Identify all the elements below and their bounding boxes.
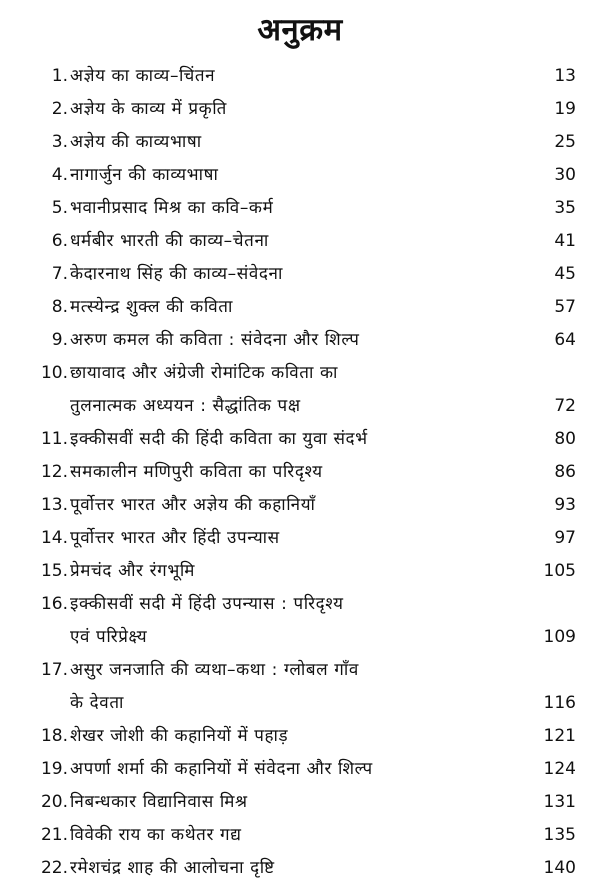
toc-entry-page: 57 <box>554 297 576 317</box>
toc-entry-page: 72 <box>554 396 576 416</box>
toc-entry-title-line: असुर जनजाति की व्यथा–कथा : ग्लोबल गाँव <box>70 660 359 680</box>
toc-entry-title <box>70 291 520 324</box>
toc-entry-page: 80 <box>554 429 576 449</box>
toc-entry-number: 12. <box>40 462 68 482</box>
toc-entry-number: 13. <box>40 495 68 515</box>
toc-entry-title-line: अज्ञेय का काव्य–चिंतन <box>70 66 216 86</box>
toc-entry-page: 121 <box>543 726 576 746</box>
toc-entry-number: 15. <box>40 561 68 581</box>
toc-entry-number: 19. <box>40 759 68 779</box>
toc-entry-title <box>70 60 520 93</box>
toc-entry-number: 6. <box>51 231 68 251</box>
toc-entry-title-line: धर्मबीर भारती की काव्य–चेतना <box>70 231 269 251</box>
toc-entry <box>0 192 600 225</box>
toc-entry-title-line: अरुण कमल की कविता : संवेदना और शिल्प <box>70 330 360 350</box>
toc-entry-page: 35 <box>554 198 576 218</box>
toc-entry-number: 11. <box>40 429 68 449</box>
toc-entry-title <box>70 423 520 456</box>
toc-entry-page: 64 <box>554 330 576 350</box>
toc-entry-page: 131 <box>543 792 576 812</box>
toc-entry-title <box>70 720 520 753</box>
toc-entry-title-line: इक्कीसवीं सदी में हिंदी उपन्यास : परिदृश्य <box>70 594 344 614</box>
toc-entry-number: 21. <box>40 825 68 845</box>
toc-entry-title-line: समकालीन मणिपुरी कविता का परिदृश्य <box>70 462 323 482</box>
toc-entry-title-line: अपर्णा शर्मा की कहानियों में संवेदना और शिल्प <box>70 759 373 779</box>
toc-entry <box>0 819 600 852</box>
toc-entry-page: 41 <box>554 231 576 251</box>
toc-entry-number: 3. <box>51 132 68 152</box>
toc-entry <box>0 225 600 258</box>
toc-entry <box>0 654 600 720</box>
toc-entry-title <box>70 522 520 555</box>
toc-entry <box>0 258 600 291</box>
toc-entry-number: 20. <box>40 792 68 812</box>
toc-entry-page: 93 <box>554 495 576 515</box>
toc-entry-title-line: भवानीप्रसाद मिश्र का कवि–कर्म <box>70 198 274 218</box>
toc-entry-title-line: शेखर जोशी की कहानियों में पहाड़ <box>70 726 289 746</box>
toc-entry-title-line: छायावाद और अंग्रेजी रोमांटिक कविता का <box>70 363 339 383</box>
toc-entry <box>0 60 600 93</box>
toc-entry-title-line: इक्कीसवीं सदी की हिंदी कविता का युवा संदर्भ <box>70 429 368 449</box>
toc-entry-number: 4. <box>51 165 68 185</box>
toc-entry-title <box>70 159 520 192</box>
toc-entry-title-line: एवं परिप्रेक्ष्य <box>70 627 148 647</box>
toc-entry-title-line: पूर्वोत्तर भारत और हिंदी उपन्यास <box>70 528 280 548</box>
toc-entry-page: 86 <box>554 462 576 482</box>
toc-entry <box>0 126 600 159</box>
toc-entry <box>0 588 600 654</box>
toc-entry-title <box>70 786 520 819</box>
toc-entry-title-line: के देवता <box>70 693 125 713</box>
toc-entry <box>0 423 600 456</box>
toc-entry-title <box>70 192 520 225</box>
toc-entry-title-line: नागार्जुन की काव्यभाषा <box>70 165 219 185</box>
page-title: अनुक्रम <box>257 12 343 48</box>
toc-entry-number: 5. <box>51 198 68 218</box>
toc-entry-title-line: विवेकी राय का कथेतर गद्य <box>70 825 242 845</box>
toc-entry <box>0 720 600 753</box>
toc-entry-title <box>70 456 520 489</box>
toc-entry <box>0 753 600 786</box>
toc-entry-number: 16. <box>40 594 68 614</box>
toc-entry-number: 22. <box>40 858 68 878</box>
toc-entry-title <box>70 489 520 522</box>
toc-entry <box>0 786 600 819</box>
toc-entry-title-line: अज्ञेय के काव्य में प्रकृति <box>70 99 227 119</box>
toc-entry <box>0 357 600 423</box>
toc-entry-page: 109 <box>543 627 576 647</box>
toc-entry-title-line: रमेशचंद्र शाह की आलोचना दृष्टि <box>70 858 275 878</box>
toc-entry-number: 17. <box>40 660 68 680</box>
toc-entry-title <box>70 753 520 786</box>
toc-entry <box>0 489 600 522</box>
toc-entry-title-line: मत्स्येन्द्र शुक्ल की कविता <box>70 297 233 317</box>
toc-entry-number: 10. <box>40 363 68 383</box>
toc-entry-title <box>70 126 520 159</box>
toc-list <box>0 60 600 885</box>
toc-entry-page: 30 <box>554 165 576 185</box>
toc-entry-title-line: अज्ञेय की काव्यभाषा <box>70 132 202 152</box>
toc-entry-title-line: प्रेमचंद और रंगभूमि <box>70 561 196 581</box>
toc-entry-page: 140 <box>543 858 576 878</box>
toc-entry-title <box>70 225 520 258</box>
toc-entry-page: 116 <box>543 693 576 713</box>
toc-entry-title-line: निबन्धकार विद्यानिवास मिश्र <box>70 792 248 812</box>
toc-entry-title-line: पूर्वोत्तर भारत और अज्ञेय की कहानियाँ <box>70 495 316 515</box>
toc-entry-title <box>70 555 520 588</box>
toc-entry-number: 14. <box>40 528 68 548</box>
toc-entry-page: 105 <box>543 561 576 581</box>
toc-entry-title <box>70 588 520 654</box>
toc-entry <box>0 324 600 357</box>
toc-entry-title <box>70 819 520 852</box>
toc-entry-page: 97 <box>554 528 576 548</box>
toc-entry <box>0 159 600 192</box>
toc-entry-number: 18. <box>40 726 68 746</box>
toc-entry-number: 2. <box>51 99 68 119</box>
toc-entry <box>0 555 600 588</box>
toc-entry-number: 9. <box>51 330 68 350</box>
toc-entry-page: 124 <box>543 759 576 779</box>
toc-entry-number: 1. <box>51 66 68 86</box>
toc-entry-title <box>70 654 520 720</box>
toc-entry-title <box>70 258 520 291</box>
toc-entry <box>0 522 600 555</box>
toc-entry-title <box>70 357 520 423</box>
toc-entry-title-line: केदारनाथ सिंह की काव्य–संवेदना <box>70 264 283 284</box>
toc-entry <box>0 291 600 324</box>
toc-entry-title <box>70 93 520 126</box>
toc-entry <box>0 93 600 126</box>
toc-entry-title-line: तुलनात्मक अध्ययन : सैद्धांतिक पक्ष <box>70 396 301 416</box>
toc-entry-page: 19 <box>554 99 576 119</box>
toc-entry <box>0 852 600 885</box>
toc-entry-page: 135 <box>543 825 576 845</box>
toc-entry-number: 7. <box>51 264 68 284</box>
toc-entry-number: 8. <box>51 297 68 317</box>
toc-entry <box>0 456 600 489</box>
toc-entry-title <box>70 852 520 885</box>
toc-entry-page: 13 <box>554 66 576 86</box>
toc-entry-title <box>70 324 520 357</box>
toc-entry-page: 45 <box>554 264 576 284</box>
toc-entry-page: 25 <box>554 132 576 152</box>
